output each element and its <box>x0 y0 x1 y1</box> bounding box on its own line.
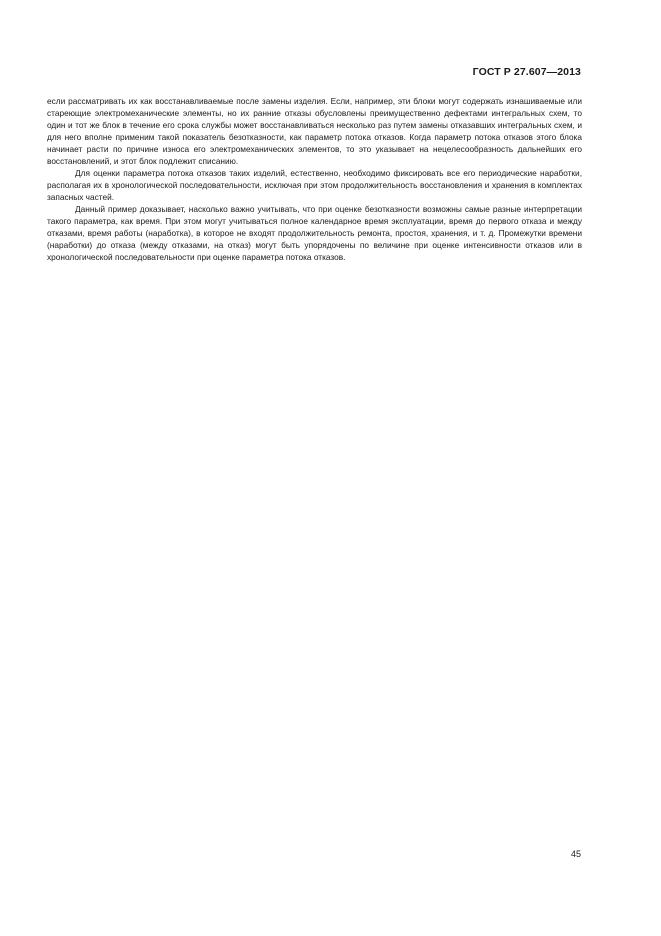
paragraph-continuation: если рассматривать их как восстанавливаемые после замены изделия. Если, например, эти блоки могут содержать изнашиваемые или стареющие электромеханические элементы, но их ранние отказы обусловлены преимущественно дефектами интегральных схем, то один и тот же блок в течение его срока службы может восстанавливаться несколько раз путем замены отказавших интегральных схем, и для него вполне применим такой показатель безотказности, как параметр потока отказов. Когда параметр потока отказов этого блока начинает расти по причине износа его электромеханических элементов, то это указывает на нецелесообразность дальнейших его восстановлений, и этот блок подлежит списанию. <box>47 96 582 166</box>
paragraph-failure-flow-estimation: Для оценки параметра потока отказов таких изделий, естественно, необходимо фиксировать все его периодические наработки, располагая их в хронологической последовательности, исключая при этом продолжительность восстановления и хранения в комплектах запасных частей. <box>47 168 582 202</box>
document-header-title: ГОСТ Р 27.607—2013 <box>472 66 581 78</box>
paragraph-time-interpretation: Данный пример доказывает, насколько важно учитывать, что при оценке безотказности возможны самые разные интерпретации такого параметра, как время. При этом могут учитываться полное календарное время эксплуатации, время до первого отказа и между отказами, время работы (наработка), в которое не входят продолжительность ремонта, простоя, хранения, и т. д. Промежутки времени (наработки) до отказа (между отказами, на отказ) могут быть упорядочены по величине при оценке интенсивности отказов или в хронологической последовательности при оценке параметра потока отказов. <box>47 204 582 262</box>
page-number: 45 <box>570 849 581 859</box>
document-body <box>47 95 582 263</box>
